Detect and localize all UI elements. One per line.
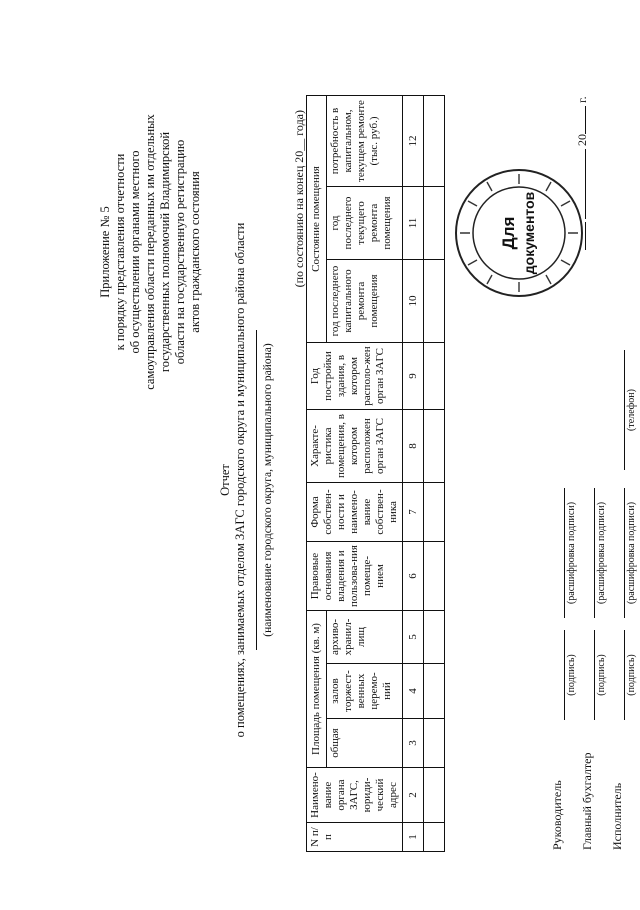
- column-number-cell: 4: [403, 664, 424, 719]
- header-current-repair-year: год последнего текущего ремонта помещения: [326, 187, 402, 260]
- header-state-group: Состояние помещения: [307, 96, 327, 343]
- empty-cell: [424, 187, 445, 260]
- header-registry-name: Наимено-вание органа ЗАГС, юриди-ческий адрес: [307, 768, 403, 823]
- empty-cell: [424, 343, 445, 410]
- table-row: [403, 96, 424, 852]
- executor-label: Исполнитель: [610, 782, 624, 850]
- empty-cell: [424, 664, 445, 719]
- decode-line: [624, 488, 625, 618]
- municipality-name-caption: (наименование городского округа, муниципального района): [262, 343, 274, 637]
- date-suffix: г.: [575, 96, 589, 103]
- empty-cell: [424, 768, 445, 823]
- signature-caption: (подпись): [596, 654, 607, 696]
- accountant-label: Главный бухгалтер: [580, 752, 594, 850]
- stamp-text: Для: [499, 216, 518, 250]
- decode-line: [564, 488, 565, 618]
- signature-line: [594, 630, 595, 720]
- header-area-group: Площадь помещения (кв. м): [307, 611, 327, 768]
- premises-table: [306, 95, 445, 852]
- signature-line: [624, 630, 625, 720]
- appendix-line: актов гражданского состояния: [188, 171, 202, 333]
- column-number-cell: 3: [403, 719, 424, 768]
- empty-cell: [424, 96, 445, 187]
- head-label: Руководитель: [550, 780, 564, 850]
- header-premises-description: Характе-ристика помещения, в котором расположен орган ЗАГС: [307, 410, 403, 483]
- empty-cell: [424, 410, 445, 483]
- empty-cell: [424, 719, 445, 768]
- signature-line: [564, 630, 565, 720]
- empty-cell: [424, 823, 445, 852]
- empty-cell: [424, 260, 445, 343]
- header-area-halls: залов торжест-венных церемо-ний: [326, 664, 402, 719]
- column-number-cell: 9: [403, 343, 424, 410]
- decode-caption: (расшифровка подписи): [626, 501, 637, 605]
- report-subtitle: о помещениях, занимаемых отделом ЗАГС городского округа и муниципального района области: [233, 222, 247, 738]
- column-number-cell: 6: [403, 542, 424, 611]
- header-legal-basis: Правовые основания владения и пользова-ния помеще-нием: [307, 542, 403, 611]
- header-number: N п/п: [307, 823, 403, 852]
- empty-cell: [424, 611, 445, 664]
- column-number-cell: 8: [403, 410, 424, 483]
- report-as-of: (по состоянию на конец 20__ года): [292, 110, 306, 288]
- appendix-line: самоуправления области переданных им отдельных: [143, 114, 157, 390]
- municipality-name-line: [256, 330, 257, 650]
- empty-cell: [424, 483, 445, 542]
- appendix-header: [98, 72, 203, 432]
- empty-cell: [424, 542, 445, 611]
- stamp-seal-icon: [452, 166, 586, 300]
- signature-caption: (подпись): [626, 654, 637, 696]
- decode-caption: (расшифровка подписи): [596, 501, 607, 605]
- header-area-archive: архиво-хранил-лищ: [326, 611, 402, 664]
- phone-line: [624, 350, 625, 470]
- decode-caption: (расшифровка подписи): [566, 501, 577, 605]
- column-number-cell: 12: [403, 96, 424, 187]
- appendix-line: к порядку представления отчетности: [113, 153, 127, 351]
- column-number-cell: 2: [403, 768, 424, 823]
- year-blank: [585, 106, 586, 134]
- appendix-line: Приложение № 5: [98, 206, 112, 298]
- report-title-block: [218, 90, 248, 870]
- column-number-cell: 1: [403, 823, 424, 852]
- appendix-line: об осуществлении органами местного: [128, 150, 142, 354]
- column-number-cell: 5: [403, 611, 424, 664]
- appendix-line: государственных полномочий Владимирской: [158, 131, 172, 373]
- header-ownership: Форма собствен-ности и наимено-вание собствен-ника: [307, 483, 403, 542]
- decode-line: [594, 488, 595, 618]
- appendix-line: области на государственную регистрацию: [173, 139, 187, 365]
- header-capital-repair-year: год последнего капитального ремонта помещения: [326, 260, 402, 343]
- column-number-cell: 11: [403, 187, 424, 260]
- header-construction-year: Год постройки здания, в котором располо-жен орган ЗАГС: [307, 343, 403, 410]
- table-row: [424, 96, 445, 852]
- stamp-text: документов: [521, 191, 537, 275]
- signature-caption: (подпись): [566, 654, 577, 696]
- header-area-total: общая: [326, 719, 402, 768]
- column-number-cell: 7: [403, 483, 424, 542]
- report-title: Отчет: [218, 464, 232, 496]
- date-year: 20: [575, 134, 589, 146]
- phone-caption: (телефон): [626, 389, 637, 431]
- table-header-row: [307, 96, 327, 852]
- header-repair-need: потребность в капитальном, текущем ремонте (тыс. руб.): [326, 96, 402, 187]
- column-number-cell: 10: [403, 260, 424, 343]
